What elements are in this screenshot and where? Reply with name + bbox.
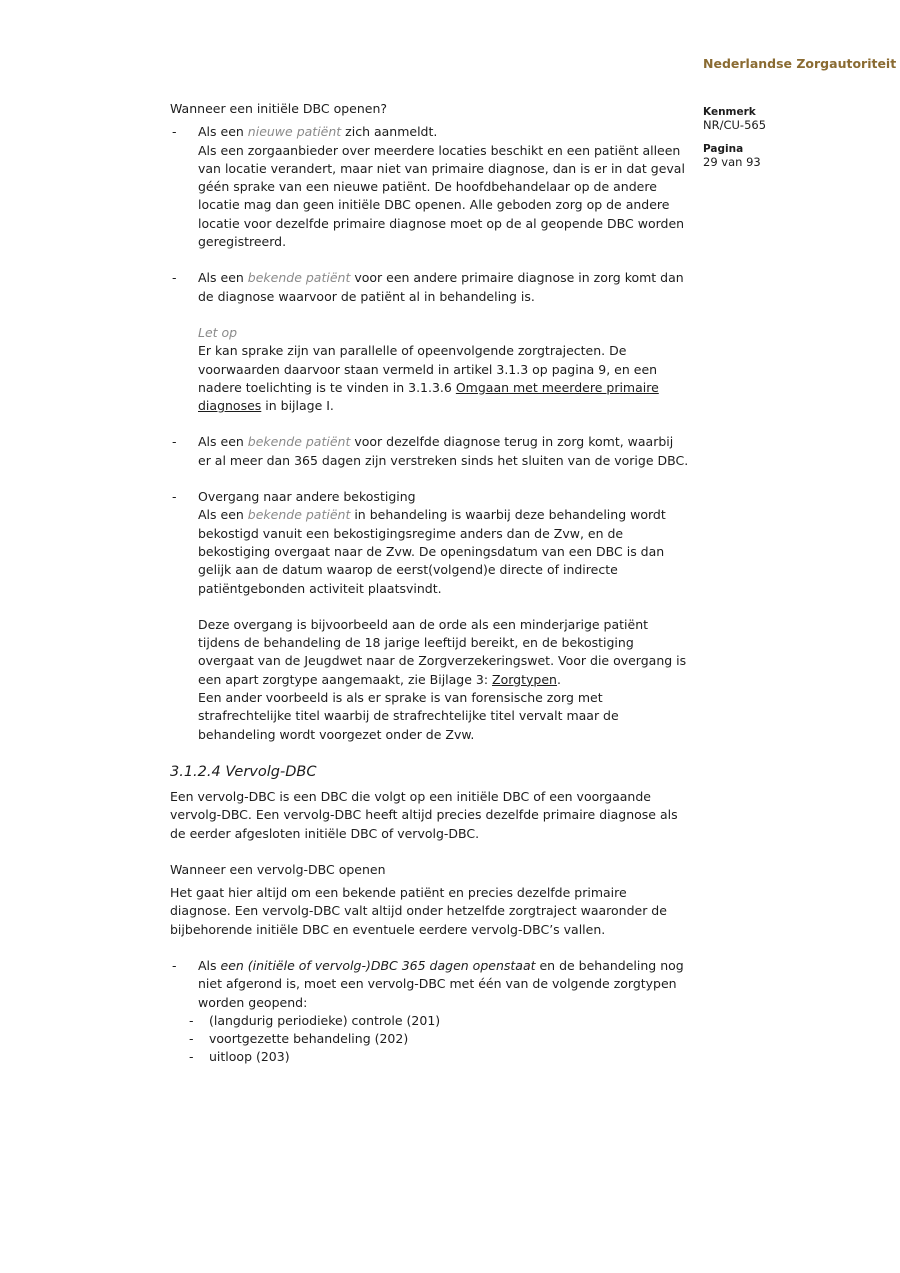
bullet-bekende-patient-zelfde-diagnose <box>170 433 690 470</box>
text-segment: voor een andere primaire diagnose in zorg komt dan de diagnose waarvoor de patiënt al in behandeling is. <box>198 270 684 304</box>
section-heading-3124-vervolg-dbc: 3.1.2.4 Vervolg-DBC <box>170 763 317 780</box>
text-segment: Als <box>198 957 221 973</box>
bullet-dash: - <box>172 489 177 505</box>
bullet-dash: - <box>189 1049 194 1065</box>
subbullet-text: (langdurig periodieke) controle (201) <box>209 1012 441 1028</box>
bullet-body-paragraph: Als een zorgaanbieder over meerdere locaties beschikt en een patiënt alleen van locatie verandert, maar niet van primaire diagnose, dan is er in dat geval géén sprake van een nieuwe patiënt. De hoofdbehandelaar op de andere locatie mag dan geen initiële DBC openen. Alle geboden zorg op de andere locatie voor dezelfde primaire diagnose moet op de al geopende DBC worden geregistreerd. <box>198 142 685 250</box>
text-segment: in bijlage I. <box>261 398 334 414</box>
vervolg-dbc-definition-paragraph: Een vervolg-DBC is een DBC die volgt op een initiële DBC of een voorgaande vervolg-DBC. Een vervolg-DBC heeft altijd precies dezelfde primaire diagnose als de eerder afgesloten initiële DBC of vervolg-DBC. <box>170 788 678 841</box>
subbullet-zorgtype-202 <box>170 1030 690 1048</box>
pagina-value: 29 van 93 <box>703 155 761 169</box>
bullet-dash: - <box>189 1012 194 1028</box>
nza-wordmark: Nederlandse Zorgautoriteit <box>703 56 897 71</box>
subbullet-text: uitloop (203) <box>209 1049 290 1065</box>
bullet-dash: - <box>172 957 177 973</box>
bullet-overgang-bekostiging <box>170 488 690 598</box>
emphasis-bekende-patient: bekende patiënt <box>247 270 351 286</box>
bullet-dash: - <box>189 1031 194 1047</box>
overgang-example-paragraph <box>198 616 690 744</box>
text-segment: Er kan sprake zijn van parallelle of opeenvolgende zorgtrajecten. De voorwaarden daarvoor staan vermeld in artikel 3.1.3 op pagina 9, en een nadere toelichting is te vinden in 3.1.3.6 <box>198 343 658 395</box>
bullet-content <box>198 957 690 1012</box>
question-heading-initiele-dbc: Wanneer een initiële DBC openen? <box>170 101 388 116</box>
emphasis-bekende-patient: bekende patiënt <box>247 507 351 523</box>
document-meta-panel <box>703 106 766 180</box>
bullet-title-line: Overgang naar andere bekostiging <box>198 489 416 505</box>
bullet-365-dagen <box>170 957 690 1012</box>
letop-label: Let op <box>198 324 238 340</box>
crossref-link-omgaan-met-meerdere-primaire-diagnoses[interactable]: Omgaan met meerdere primaire diagnoses <box>198 379 659 414</box>
kenmerk-label: Kenmerk <box>703 106 756 118</box>
text-segment: in behandeling is waarbij deze behandeling wordt bekostigd vanuit een bekostigingsregime anders dan de Zvw, en de bekostiging overgaat naar de Zvw. De openingsdatum van een DBC is dan gelijk aan de datum waarop de eerst(volgend)e directe of indirecte patiëntgebonden activiteit plaatsvindt. <box>198 507 666 596</box>
letop-paragraph <box>198 342 690 415</box>
bullet-nieuwe-patient <box>170 123 690 251</box>
emphasis-nieuwe-patient: nieuwe patiënt <box>247 124 342 140</box>
question-heading-vervolg-dbc: Wanneer een vervolg-DBC openen <box>170 861 386 877</box>
text-segment: Deze overgang is bijvoorbeeld aan de orde als een minderjarige patiënt tijdens de behandeling de 18 jarige leeftijd bereikt, en de bekostiging overgaat van de Jeugdwet naar de Zorgverzekeringswet. Voor die overgang is een apart zorgtype aangemaakt, zie Bijlage 3: <box>198 616 687 687</box>
document-body <box>170 100 690 1067</box>
vervolg-dbc-openen-paragraph: Het gaat hier altijd om een bekende patiënt en precies dezelfde primaire diagnose. Een vervolg-DBC valt altijd onder hetzelfde zorgtraject waaronder de bijbehorende initiële DBC en eventuele eerdere vervolg-DBC’s vallen. <box>170 885 667 937</box>
bullet-body-paragraph <box>198 506 690 597</box>
text-segment: Als een <box>198 434 248 450</box>
subbullet-zorgtype-201 <box>170 1012 690 1030</box>
text-segment: voor dezelfde diagnose terug in zorg komt, waarbij er al meer dan 365 dagen zijn verstreken sinds het sluiten van de vorige DBC. <box>198 434 689 468</box>
emphasis-bekende-patient: bekende patiënt <box>247 434 351 450</box>
bullet-dash: - <box>172 270 177 286</box>
bullet-dash: - <box>172 434 177 450</box>
text-segment: Als een <box>198 270 248 286</box>
text-segment: en de behandeling nog niet afgerond is, moet een vervolg-DBC met één van de volgende zorgtypen worden geopend: <box>198 957 684 1010</box>
text-segment: Als een <box>198 507 248 523</box>
subbullet-text: voortgezette behandeling (202) <box>209 1031 409 1047</box>
bullet-content <box>198 123 690 251</box>
kenmerk-value: NR/CU-565 <box>703 118 767 132</box>
bullet-content <box>198 488 690 598</box>
bullet-dash: - <box>172 124 177 140</box>
text-segment: . <box>556 671 561 687</box>
bullet-content <box>198 269 690 306</box>
paragraph: Een ander voorbeeld is als er sprake is van forensische zorg met strafrechtelijke titel waarbij de strafrechtelijke titel vervalt maar de behandeling wordt voorgezet onder de Zvw. <box>198 690 619 742</box>
subbullet-zorgtype-203 <box>170 1048 690 1066</box>
pagina-label: Pagina <box>703 143 744 155</box>
crossref-link-zorgtypen[interactable]: Zorgtypen <box>492 671 557 687</box>
emphasis-dbc-365-dagen: een (initiële of vervolg-)DBC 365 dagen openstaat <box>220 957 536 973</box>
letop-note <box>198 324 690 415</box>
text-segment: Als een <box>198 124 248 140</box>
paragraph <box>198 616 690 689</box>
text-segment: zich aanmeldt. <box>341 124 438 140</box>
bullet-lead-line <box>198 123 690 141</box>
bullet-content <box>198 433 690 470</box>
bullet-bekende-patient-andere-diagnose <box>170 269 690 306</box>
